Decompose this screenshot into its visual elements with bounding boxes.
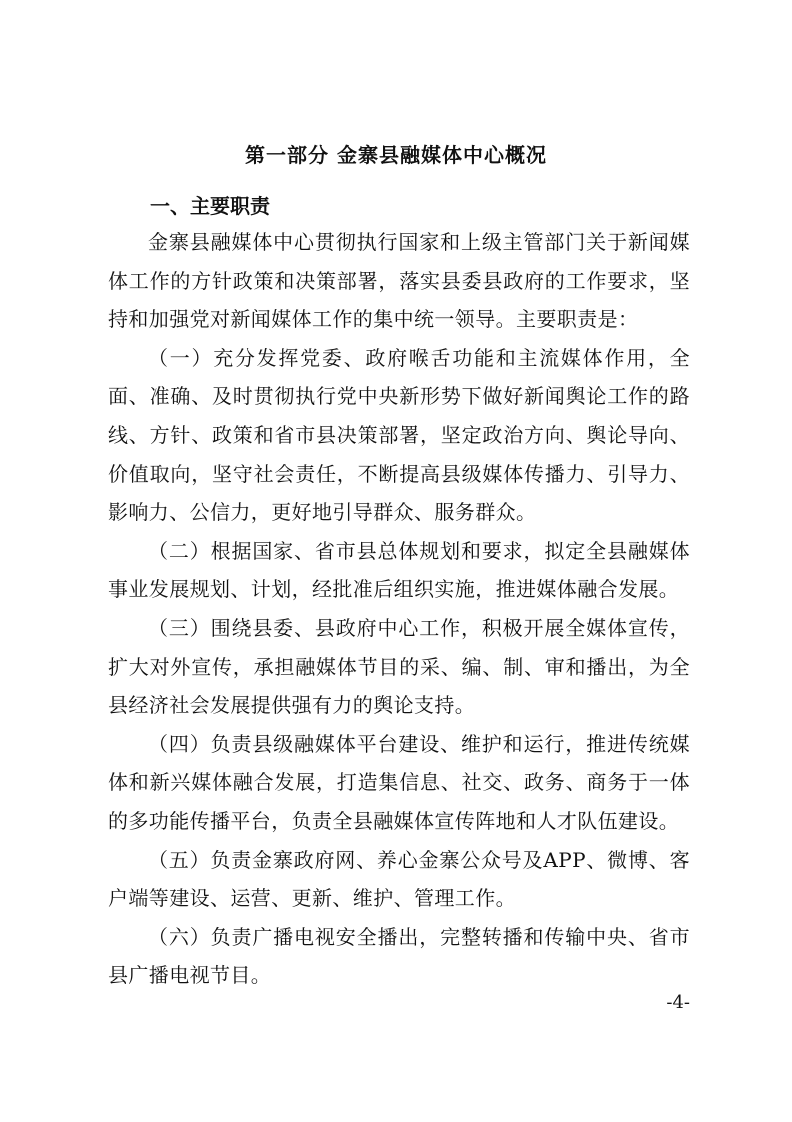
section-heading: 一、主要职责 [150,194,270,218]
page-number: -4- [666,992,690,1013]
page-title: 第一部分 金寨县融媒体中心概况 [245,143,547,167]
intro-paragraph: 金寨县融媒体中心贯彻执行国家和上级主管部门关于新闻媒体工作的方针政策和决策部署，落实县委县政府的工作要求，坚持和加强党对新闻媒体工作的集中统一领导。主要职责是： [108,230,690,332]
duty-paragraph-4: （四）负责县级融媒体平台建设、维护和运行，推进传统媒体和新兴媒体融合发展，打造集信息、社交、政务、商务于一体的多功能传播平台，负责全县融媒体宣传阵地和人才队伍建设。 [108,731,690,833]
duty-paragraph-1: （一）充分发挥党委、政府喉舌功能和主流媒体作用，全面、准确、及时贯彻执行党中央新形势下做好新闻舆论工作的路线、方针、政策和省市县决策部署，坚定政治方向、舆论导向、价值取向，坚守社会责任，不断提高县级媒体传播力、引导力、影响力、公信力，更好地引导群众、服务群众。 [108,345,690,525]
body-text [108,223,690,995]
duty-paragraph-3: （三）围绕县委、县政府中心工作，积极开展全媒体宣传，扩大对外宣传，承担融媒体节目的采、编、制、审和播出，为全县经济社会发展提供强有力的舆论支持。 [108,615,690,718]
duty-paragraph-6: （六）负责广播电视安全播出，完整转播和传输中央、省市县广播电视节目。 [108,924,690,988]
duty-paragraph-2: （二）根据国家、省市县总体规划和要求，拟定全县融媒体事业发展规划、计划，经批准后组织实施，推进媒体融合发展。 [108,538,690,602]
duty-paragraph-5: （五）负责金寨政府网、养心金寨公众号及APP、微博、客户端等建设、运营、更新、维护、管理工作。 [108,847,690,911]
